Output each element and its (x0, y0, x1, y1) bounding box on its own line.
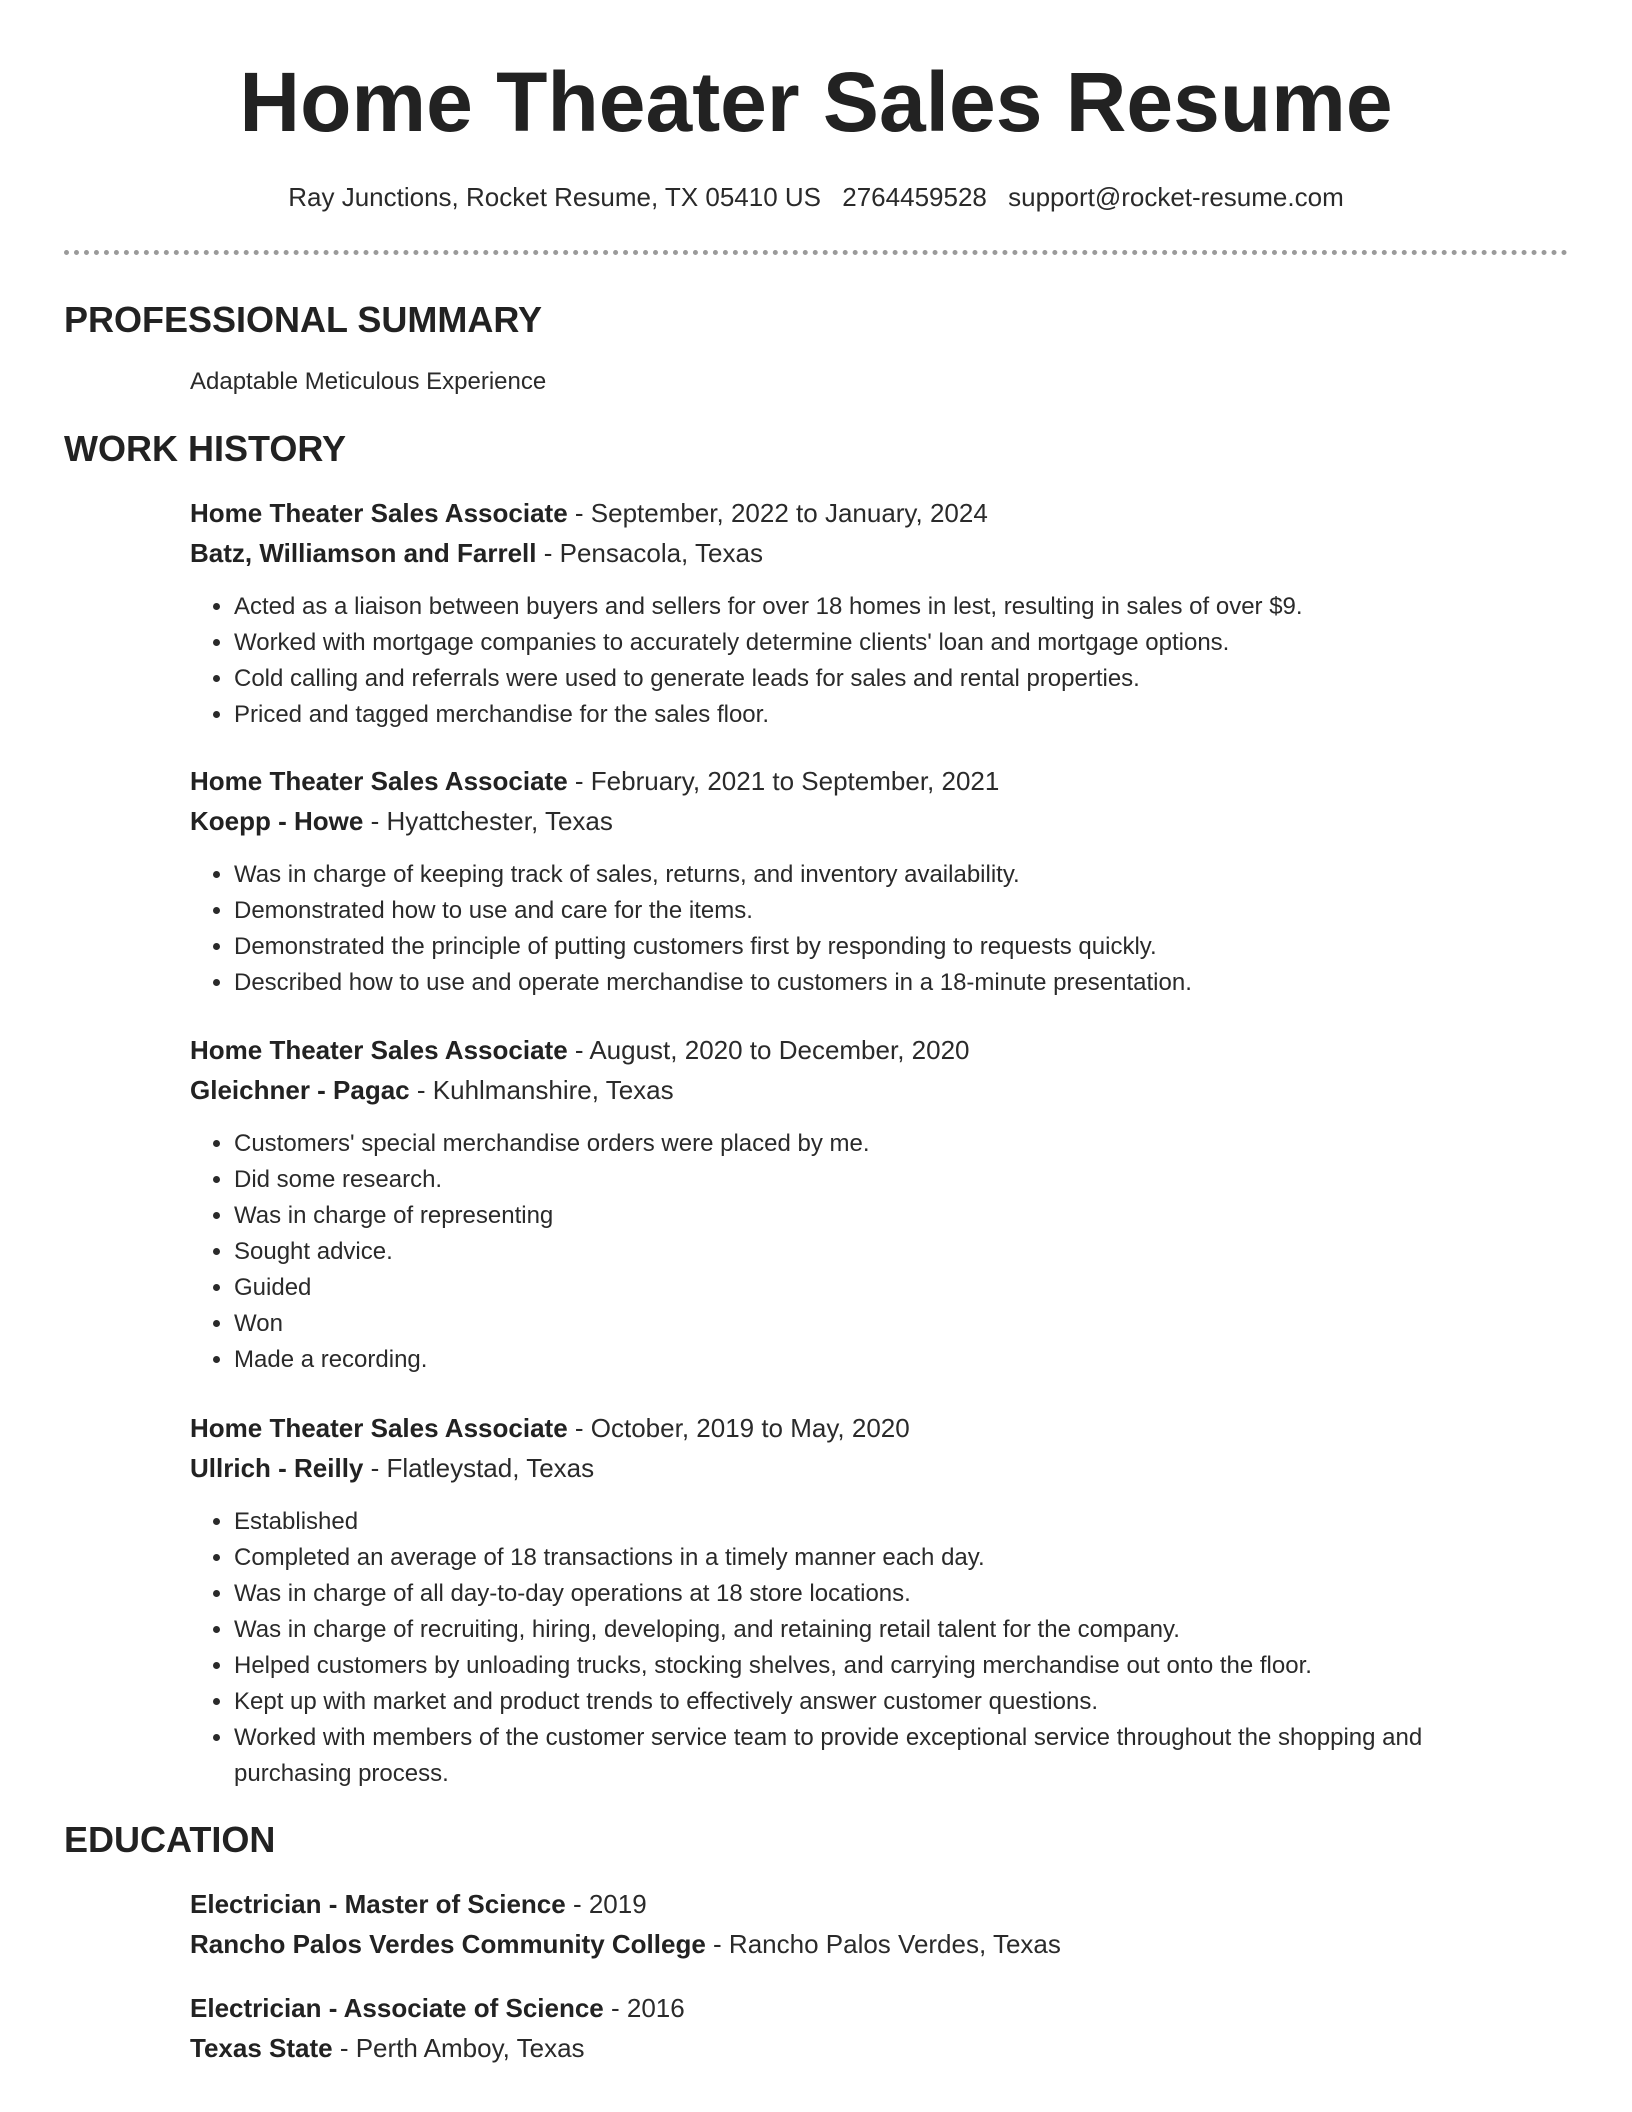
job-bullet: • Priced and tagged merchandise for the sales floor. (234, 697, 1520, 733)
contact-phone: 2764459528 (842, 182, 987, 212)
contact-email: support@rocket-resume.com (1008, 182, 1344, 212)
job-bullet: • Described how to use and operate merchandise to customers in a 18-minute presentation. (234, 965, 1520, 1001)
job-bullet: • Completed an average of 18 transactions in a timely manner each day. (234, 1540, 1520, 1576)
job-bullet: • Was in charge of representing (234, 1198, 1520, 1234)
summary-section (190, 366, 1520, 397)
job-company: Koepp - Howe (190, 806, 364, 836)
job-bullet: • Kept up with market and product trends to effectively answer customer questions. (234, 1684, 1520, 1720)
job-bullet: • Demonstrated the principle of putting customers first by responding to requests quickly. (234, 929, 1520, 965)
job-bullet: • Demonstrated how to use and care for the items. (234, 893, 1520, 929)
job-bullet: • Did some research. (234, 1162, 1520, 1198)
work-history-heading: WORK HISTORY (64, 428, 347, 469)
job-location: - Pensacola, Texas (543, 538, 763, 568)
job-bullet: • Sought advice. (234, 1234, 1520, 1270)
header-divider (64, 250, 1568, 255)
job-entry (190, 493, 1520, 733)
job-bullet: • Worked with members of the customer service team to provide exceptional service throughout the shopping and purchasing process. (234, 1720, 1520, 1792)
education-location: - Rancho Palos Verdes, Texas (713, 1929, 1061, 1959)
job-dates: - September, 2022 to January, 2024 (574, 498, 988, 528)
education-entry (190, 1988, 1520, 2068)
job-entry (190, 1408, 1520, 1792)
contact-line (0, 182, 1632, 213)
job-bullet: • Established (234, 1504, 1520, 1540)
education-school-line (190, 2028, 1520, 2068)
job-title-line (190, 761, 1520, 801)
job-location: - Kuhlmanshire, Texas (416, 1075, 674, 1105)
job-location: - Flatleystad, Texas (370, 1453, 595, 1483)
job-title-line (190, 493, 1520, 533)
job-title: Home Theater Sales Associate (190, 1413, 568, 1443)
job-bullet: • Worked with mortgage companies to accurately determine clients' loan and mortgage options. (234, 625, 1520, 661)
job-company-line (190, 801, 1520, 841)
job-bullet: • Made a recording. (234, 1342, 1520, 1378)
education-degree: Electrician - Associate of Science (190, 1993, 604, 2023)
summary-heading: PROFESSIONAL SUMMARY (64, 299, 543, 340)
job-company-line (190, 1448, 1520, 1488)
education-degree-line (190, 1884, 1520, 1924)
job-title: Home Theater Sales Associate (190, 766, 568, 796)
job-company: Ullrich - Reilly (190, 1453, 364, 1483)
job-bullet: • Guided (234, 1270, 1520, 1306)
job-bullet: • Customers' special merchandise orders were placed by me. (234, 1126, 1520, 1162)
job-dates: - February, 2021 to September, 2021 (574, 766, 1000, 796)
education-heading: EDUCATION (64, 1819, 276, 1860)
job-title: Home Theater Sales Associate (190, 1035, 568, 1065)
education-entry (190, 1884, 1520, 1964)
job-dates: - August, 2020 to December, 2020 (574, 1035, 970, 1065)
job-bullet: • Acted as a liaison between buyers and sellers for over 18 homes in lest, resulting in sales of over $9. (234, 589, 1520, 625)
job-company-line (190, 533, 1520, 573)
contact-address: Ray Junctions, Rocket Resume, TX 05410 US (288, 182, 822, 212)
summary-text: Adaptable Meticulous Experience (190, 368, 547, 395)
job-bullet: • Cold calling and referrals were used to generate leads for sales and rental properties. (234, 661, 1520, 697)
education-degree-line (190, 1988, 1520, 2028)
job-bullets (190, 589, 1520, 733)
job-bullets (190, 1126, 1520, 1378)
job-bullet: • Was in charge of keeping track of sales, returns, and inventory availability. (234, 857, 1520, 893)
job-bullet: • Was in charge of all day-to-day operations at 18 store locations. (234, 1576, 1520, 1612)
resume-title: Home Theater Sales Resume (239, 55, 1393, 149)
job-title-line (190, 1030, 1520, 1070)
education-year: - 2016 (611, 1993, 685, 2023)
job-bullet: • Helped customers by unloading trucks, stocking shelves, and carrying merchandise out onto the floor. (234, 1648, 1520, 1684)
job-bullets (190, 1504, 1520, 1792)
job-company: Gleichner - Pagac (190, 1075, 410, 1105)
job-dates: - October, 2019 to May, 2020 (574, 1413, 910, 1443)
job-location: - Hyattchester, Texas (370, 806, 613, 836)
job-company-line (190, 1070, 1520, 1110)
education-location: - Perth Amboy, Texas (339, 2033, 585, 2063)
job-bullet: • Won (234, 1306, 1520, 1342)
education-school: Texas State (190, 2033, 333, 2063)
education-year: - 2019 (572, 1889, 647, 1919)
education-degree: Electrician - Master of Science (190, 1889, 566, 1919)
job-title: Home Theater Sales Associate (190, 498, 568, 528)
job-bullet: • Was in charge of recruiting, hiring, developing, and retaining retail talent for the company. (234, 1612, 1520, 1648)
education-school-line (190, 1924, 1520, 1964)
job-entry (190, 761, 1520, 1001)
job-bullets (190, 857, 1520, 1001)
job-company: Batz, Williamson and Farrell (190, 538, 537, 568)
education-school: Rancho Palos Verdes Community College (190, 1929, 706, 1959)
job-title-line (190, 1408, 1520, 1448)
job-entry (190, 1030, 1520, 1378)
